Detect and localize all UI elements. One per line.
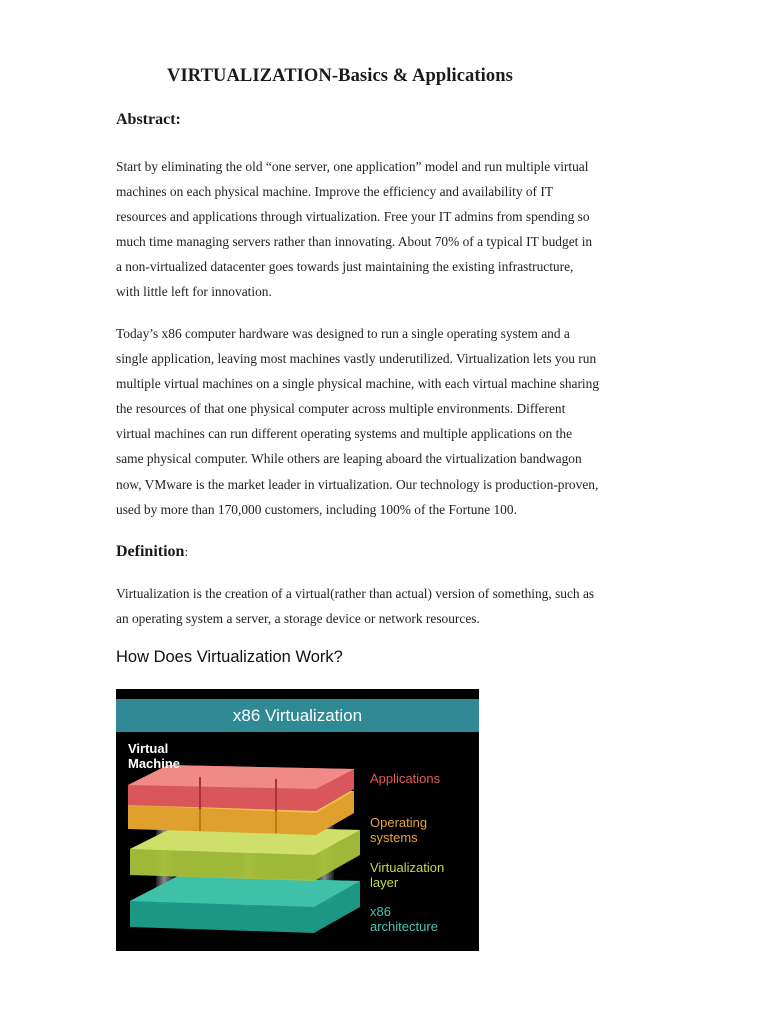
text-line: the resources of that one physical computer across multiple environments. Different [116,401,566,417]
text-line: resources and applications through virtualization. Free your IT admins from spending so [116,209,590,225]
applications-label [370,771,440,786]
text-line: multiple virtual machines on a single physical machine, with each virtual machine sharing [116,376,600,392]
text-line: a non-virtualized datacenter goes towards just maintaining the existing infrastructure, [116,259,574,275]
abstract-paragraph [116,154,681,305]
text-line: Start by eliminating the old “one server, one application” model and run multiple virtual [116,159,589,174]
label-line: architecture [370,919,438,934]
virtual-machine-label [128,741,180,771]
label-line: Virtualization [370,860,445,875]
hardware-paragraph [116,321,681,522]
x86-architecture-label [370,904,438,934]
how-heading: How Does Virtualization Work? [116,648,343,666]
label-line: Machine [128,756,181,771]
text-line: much time managing servers rather than innovating. About 70% of a typical IT budget in [116,234,593,250]
definition-heading-row [116,543,188,561]
definition-heading: Definition [116,543,185,560]
text-line: an operating system a server, a storage device or network resources. [116,611,480,627]
text-line: Today’s x86 computer hardware was designed to run a single operating system and a [116,326,570,341]
text-line: with little left for innovation. [116,284,272,300]
definition-colon: : [184,544,189,559]
label-line: Operating [370,815,428,830]
virtualization-figure [116,689,479,951]
text-line: same physical computer. While others are leaping aboard the virtualization bandwagon [116,451,582,467]
definition-paragraph [116,581,681,631]
label-line: x86 [370,904,391,919]
text-line: machines on each physical machine. Improve the efficiency and availability of IT [116,184,554,200]
virtualization-layer-label [370,860,444,890]
figure-banner: x86 Virtualization [116,699,479,732]
text-line: single application, leaving most machines vastly underutilized. Virtualization lets you run [116,351,597,367]
text-line: now, VMware is the market leader in virtualization. Our technology is production-proven, [116,476,599,492]
text-line: used by more than 170,000 customers, including 100% of the Fortune 100. [116,501,517,517]
label-line: layer [370,875,399,890]
label-line: Virtual [128,741,169,756]
text-line: Virtualization is the creation of a virtual(rather than actual) version of something, such as [116,586,595,601]
abstract-heading: Abstract: [116,111,181,128]
operating-systems-label [370,815,427,845]
text-line: virtual machines can run different operating systems and multiple applications on the [116,426,573,442]
document-title: VIRTUALIZATION-Basics & Applications [167,66,513,86]
label-line: Applications [370,771,441,786]
label-line: systems [370,830,418,845]
